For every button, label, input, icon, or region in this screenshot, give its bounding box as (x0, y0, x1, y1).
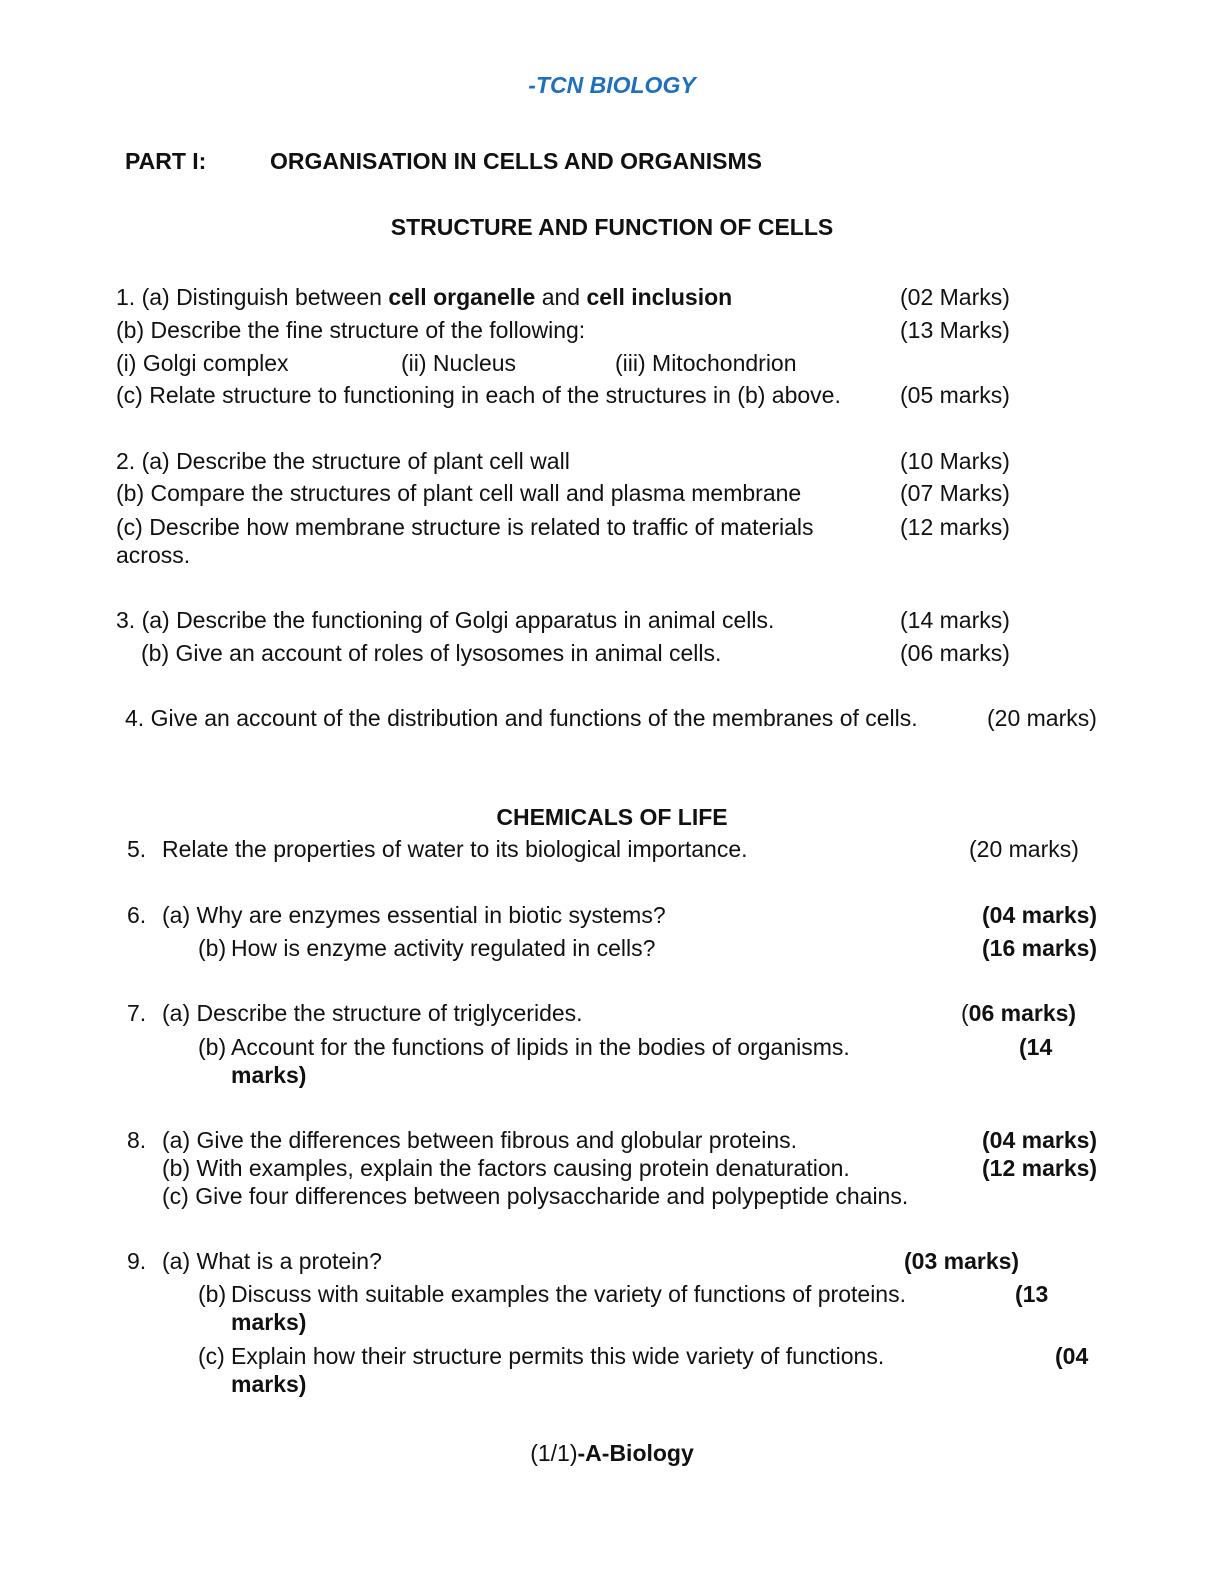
q9a-text: (a) What is a protein? (162, 1248, 382, 1274)
q2a-text: 2. (a) Describe the structure of plant cell wall (116, 448, 570, 474)
q7a-marks (961, 998, 1076, 1028)
q9b-text: Discuss with suitable examples the variety of functions of proteins. (231, 1281, 906, 1307)
q8b-text: (b) With examples, explain the factors causing protein denaturation. (162, 1155, 850, 1181)
q8a-text: (a) Give the differences between fibrous and globular proteins. (162, 1127, 798, 1153)
part-title: ORGANISATION IN CELLS AND ORGANISMS (270, 148, 762, 174)
q5-number: 5. (127, 836, 147, 862)
q4-marks: (20 marks) (987, 705, 1097, 731)
footer-page-number: (1/1) (530, 1440, 578, 1466)
q7b-marks-line2: marks) (231, 1062, 307, 1088)
part-label: PART I: (125, 148, 207, 174)
q7a-marks-value: 06 marks) (968, 1000, 1077, 1026)
q7a-marks-paren: ( (961, 1000, 969, 1026)
q9c-marks-line2: marks) (231, 1371, 307, 1397)
q1c-marks: (05 marks) (900, 382, 1010, 408)
q2b-marks: (07 Marks) (900, 480, 1010, 506)
q6-number: 6. (127, 902, 147, 928)
q3a-text: 3. (a) Describe the functioning of Golgi apparatus in animal cells. (116, 607, 775, 633)
page-footer (0, 1440, 1224, 1467)
q1b-text: (b) Describe the fine structure of the following: (116, 317, 586, 343)
q1b-item-ii: (ii) Nucleus (401, 350, 517, 376)
q2c-text-line1: (c) Describe how membrane structure is related to traffic of materials (116, 514, 814, 540)
section-title-chemicals: CHEMICALS OF LIFE (496, 804, 728, 830)
q7b-label: (b) (198, 1034, 227, 1060)
q1a-term-inclusion: cell inclusion (586, 284, 733, 310)
q6a-text: (a) Why are enzymes essential in biotic systems? (162, 902, 666, 928)
q1a-marks: (02 Marks) (900, 284, 1010, 310)
q3b-text: (b) Give an account of roles of lysosomes in animal cells. (141, 640, 722, 666)
q1b-item-i: (i) Golgi complex (116, 350, 289, 376)
q1a-term-organelle: cell organelle (388, 284, 536, 310)
page-header: -TCN BIOLOGY (528, 72, 696, 98)
q1c-text: (c) Relate structure to functioning in each of the structures in (b) above. (116, 382, 841, 408)
q1b-marks: (13 Marks) (900, 317, 1010, 343)
q6a-marks: (04 marks) (982, 902, 1098, 928)
q9b-marks-line2: marks) (231, 1309, 307, 1335)
q9b-label: (b) (198, 1281, 227, 1307)
q1a-text (116, 282, 732, 312)
q9c-text: Explain how their structure permits this wide variety of functions. (231, 1343, 885, 1369)
q6b-marks: (16 marks) (982, 935, 1098, 961)
q2b-text: (b) Compare the structures of plant cell wall and plasma membrane (116, 480, 802, 506)
q3b-marks: (06 marks) (900, 640, 1010, 666)
q1a-prefix: 1. (a) Distinguish between (116, 284, 389, 310)
q2a-marks: (10 Marks) (900, 448, 1010, 474)
q5-text: Relate the properties of water to its biological importance. (162, 836, 748, 862)
q6b-label: (b) (198, 935, 227, 961)
q7-number: 7. (127, 1000, 147, 1026)
q8a-marks: (04 marks) (982, 1127, 1098, 1153)
q1a-and: and (535, 284, 587, 310)
q9a-marks: (03 marks) (904, 1248, 1020, 1274)
q2c-text-line2: across. (116, 542, 191, 568)
q9-number: 9. (127, 1248, 147, 1274)
q9c-marks-line1: (04 (1055, 1343, 1089, 1369)
q7b-text: Account for the functions of lipids in the bodies of organisms. (231, 1034, 850, 1060)
q1b-item-iii: (iii) Mitochondrion (615, 350, 797, 376)
q2c-marks: (12 marks) (900, 514, 1010, 540)
q9c-label: (c) (198, 1343, 225, 1369)
q8-number: 8. (127, 1127, 147, 1153)
q7b-marks-line1: (14 (1019, 1034, 1053, 1060)
q8c-text: (c) Give four differences between polysaccharide and polypeptide chains. (162, 1183, 909, 1209)
footer-label: -A-Biology (577, 1440, 694, 1466)
q7a-text: (a) Describe the structure of triglycerides. (162, 1000, 583, 1026)
q8b-marks: (12 marks) (982, 1155, 1098, 1181)
section-title-cells: STRUCTURE AND FUNCTION OF CELLS (390, 214, 834, 240)
q3a-marks: (14 marks) (900, 607, 1010, 633)
q4-text: 4. Give an account of the distribution and functions of the membranes of cells. (125, 705, 918, 731)
q9b-marks-line1: (13 (1015, 1281, 1049, 1307)
q5-marks: (20 marks) (969, 836, 1079, 862)
q6b-text: How is enzyme activity regulated in cells? (231, 935, 656, 961)
